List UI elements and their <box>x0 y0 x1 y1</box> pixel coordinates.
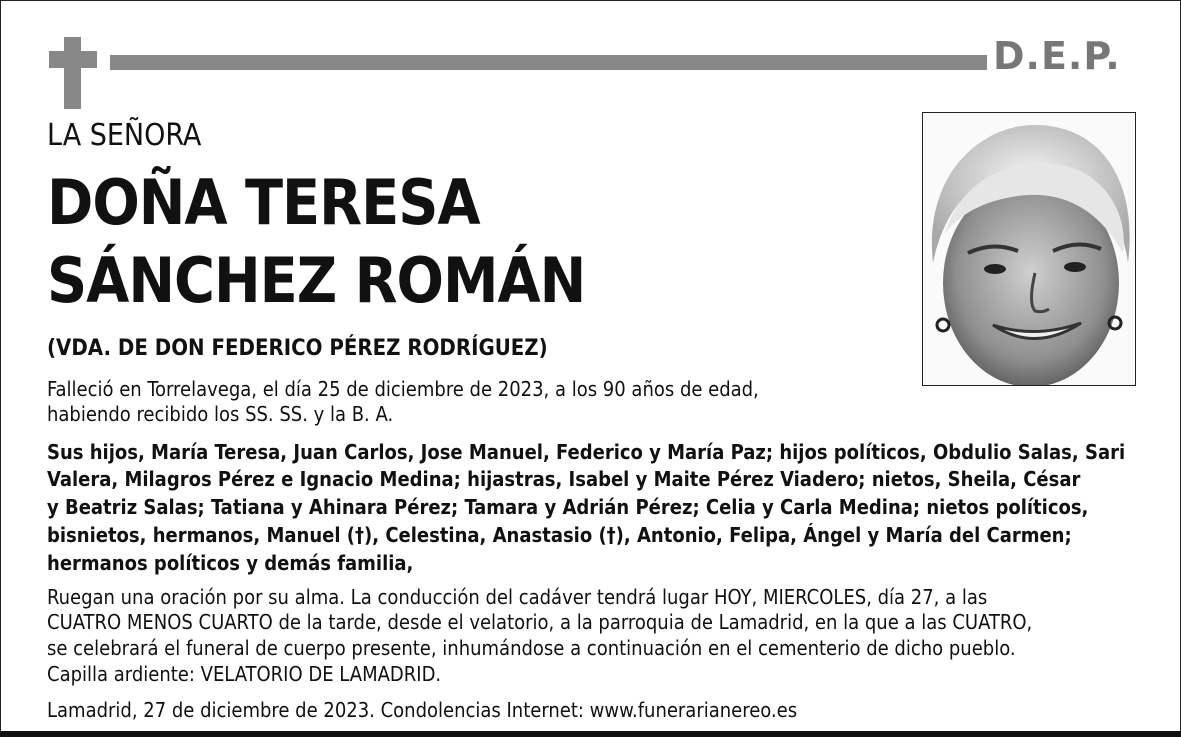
deceased-name-line-2: SÁNCHEZ ROMÁN <box>47 244 586 317</box>
family-line: Valera, Milagros Pérez e Ignacio Medina; hijastras, Isabel y Maite Pérez Viadero; nietos, Sheila, César <box>47 467 1081 491</box>
service-line: Ruegan una oración por su alma. La conducción del cadáver tendrá lugar HOY, MIERCOLES, día 27, a las <box>47 585 988 609</box>
family-line: bisnietos, hermanos, Manuel (†), Celestina, Anastasio (†), Antonio, Felipa, Ángel y María del Carmen; <box>47 523 1072 547</box>
cross-icon <box>64 37 81 109</box>
bottom-rule <box>0 731 1181 737</box>
cross-icon-bar <box>49 51 97 68</box>
widow-of-line: (VDA. DE DON FEDERICO PÉREZ RODRÍGUEZ) <box>47 336 548 361</box>
deceased-name-line-1: DOÑA TERESA <box>47 166 480 239</box>
header-rule <box>110 55 987 70</box>
service-line: Capilla ardiente: VELATORIO DE LAMADRID. <box>47 662 442 686</box>
death-notice-line: Falleció en Torrelavega, el día 25 de diciembre de 2023, a los 90 años de edad, <box>47 377 759 401</box>
footer-line: Lamadrid, 27 de diciembre de 2023. Condolencias Internet: www.funerarianereo.es <box>47 698 798 722</box>
dep-label: D.E.P. <box>993 34 1121 78</box>
family-line: y Beatriz Salas; Tatiana y Ahinara Pérez; Tamara y Adrián Pérez; Celia y Carla Medina; nietos políticos, <box>47 495 1089 519</box>
service-line: se celebrará el funeral de cuerpo presente, inhumándose a continuación en el cementerio de dicho pueblo. <box>47 636 1016 660</box>
portrait-illustration <box>923 113 1135 385</box>
service-line: CUATRO MENOS CUARTO de la tarde, desde el velatorio, a la parroquia de Lamadrid, en la que a las CUATRO, <box>47 610 1033 634</box>
honorific-prefix: LA SEÑORA <box>47 118 202 153</box>
portrait-photo <box>922 112 1136 386</box>
family-line: Sus hijos, María Teresa, Juan Carlos, Jose Manuel, Federico y María Paz; hijos políticos, Obdulio Salas, Sari <box>47 440 1126 464</box>
death-notice-line: habiendo recibido los SS. SS. y la B. A. <box>47 402 394 426</box>
family-line: hermanos políticos y demás familia, <box>47 551 414 575</box>
